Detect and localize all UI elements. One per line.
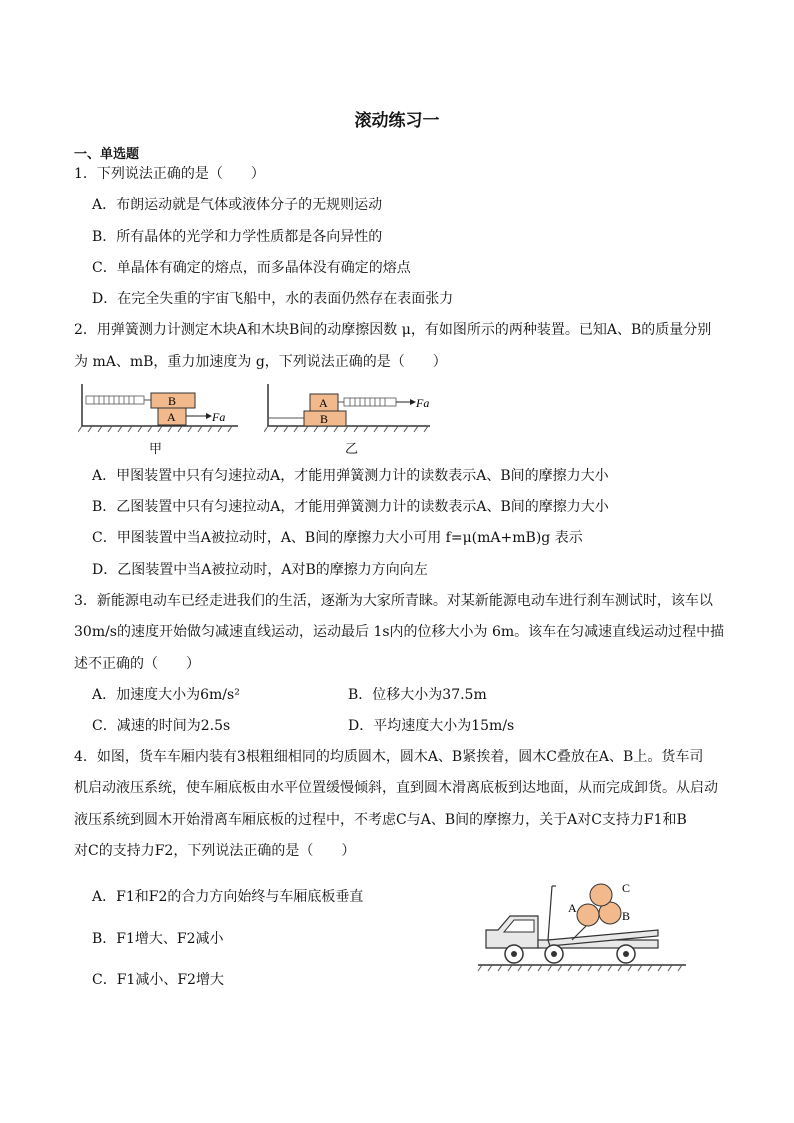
fig2-force-label: Fa <box>416 396 430 410</box>
log-b-label: B <box>622 909 631 923</box>
fig1-caption: 甲 <box>149 442 163 457</box>
q4-stem-line3: 液压系统到圆木开始滑离车厢底板的过程中，不考虑C与A、B间的摩擦力，关于A对C支持力F1和B <box>74 812 687 828</box>
q3-stem-line1: 3．新能源电动车已经走进我们的生活，逐渐为大家所青睐。对某新能源电动车进行刹车测试时，该车以 <box>74 593 713 609</box>
fig2-block-b-label: B <box>320 412 329 426</box>
q2-stem-line2: 为 mA、mB，重力加速度为 g，下列说法正确的是（ ） <box>74 354 447 370</box>
q1-option-d: D．在完全失重的宇宙飞船中，水的表面仍然存在表面张力 <box>92 291 454 307</box>
q1-option-b: B．所有晶体的光学和力学性质都是各向异性的 <box>92 229 383 245</box>
q1-option-a: A．布朗运动就是气体或液体分子的无规则运动 <box>92 197 383 213</box>
q2-option-a: A．甲图装置中只有匀速拉动A，才能用弹簧测力计的读数表示A、B间的摩擦力大小 <box>92 468 609 484</box>
q3-option-a: A．加速度大小为6m/s² <box>92 687 240 703</box>
log-c-label: C <box>622 881 631 895</box>
page-title: 滚动练习一 <box>354 111 440 131</box>
q2-option-b: B．乙图装置中只有匀速拉动A，才能用弹簧测力计的读数表示A、B间的摩擦力大小 <box>92 499 609 515</box>
log-a-label: A <box>568 901 577 915</box>
q1-option-c: C．单晶体有确定的熔点，而多晶体没有确定的熔点 <box>92 260 411 276</box>
truck-figure <box>476 878 696 973</box>
fig1-force-label: Fa <box>212 410 226 424</box>
q4-option-b: B．F1增大、F2减小 <box>92 931 224 947</box>
q2-option-c: C．甲图装置中当A被拉动时，A、B间的摩擦力大小可用 f=μ(mA+mB)g 表示 <box>92 530 583 546</box>
fig2-caption: 乙 <box>345 442 359 457</box>
q3-option-b: B．位移大小为37.5m <box>348 687 487 703</box>
q2-option-d: D．乙图装置中当A被拉动时，A对B的摩擦力方向向左 <box>92 562 428 578</box>
q3-option-d: D．平均速度大小为15m/s <box>348 718 515 734</box>
section-heading: 一、单选题 <box>74 147 140 162</box>
q3-stem-line2: 30m/s的速度开始做匀减速直线运动，运动最后 1s内的位移大小为 6m。该车在匀减速直线运动过程中描 <box>74 624 725 640</box>
fig1-block-b-label: B <box>168 394 177 408</box>
q4-option-a: A．F1和F2的合力方向始终与车厢底板垂直 <box>92 889 364 905</box>
q4-option-c: C．F1减小、F2增大 <box>92 972 224 988</box>
q3-stem-line3: 述不正确的（ ） <box>74 656 200 672</box>
q4-stem-line1: 4．如图，货车车厢内装有3根粗细相同的均质圆木，圆木A、B紧挨着，圆木C叠放在A、B上。货车司 <box>74 749 704 765</box>
fig2-block-a-label: A <box>319 396 328 410</box>
q1-stem: 1．下列说法正确的是（ ） <box>74 166 265 182</box>
fig1-block-a-label: A <box>167 410 176 424</box>
q3-option-c: C．减速的时间为2.5s <box>92 718 231 734</box>
figure-jia <box>78 380 248 460</box>
q4-stem-line4: 对C的支持力F2，下列说法正确的是（ ） <box>74 843 356 859</box>
q4-stem-line2: 机启动液压系统，使车厢底板由水平位置缓慢倾斜，直到圆木滑离底板到达地面，从而完成卸货。从启动 <box>74 780 718 796</box>
q2-stem-line1: 2．用弹簧测力计测定木块A和木块B间的动摩擦因数 μ，有如图所示的两种装置。已知A、B的质量分别 <box>74 322 712 338</box>
